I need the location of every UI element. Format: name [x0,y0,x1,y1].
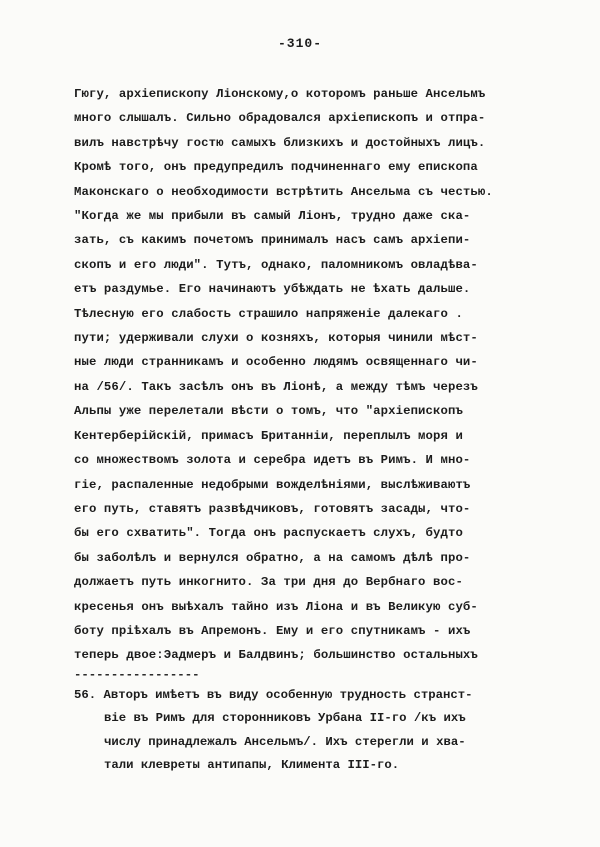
body-line: ные люди странникамъ и особенно людямъ освященнаго чи- [74,355,478,370]
body-line: Тѣлесную его слабость страшило напряженіе далекаго . [74,306,463,321]
body-line: боту пріѣхалъ въ Апремонъ. Ему и его спутникамъ - ихъ [74,623,471,638]
body-text [74,82,554,668]
body-line: кресенья онъ выѣхалъ тайно изъ Ліона и въ Великую суб- [74,599,478,614]
body-line: вилъ навстрѣчу гостю самыхъ близкихъ и достойныхъ лицъ. [74,135,486,150]
footnote-line: числу принадлежалъ Ансельмъ/. Ихъ стерегли и хва- [104,734,466,749]
body-line: скопъ и его люди". Тутъ, однако, паломникомъ овладѣва- [74,257,478,272]
footnote-line: тали клевреты антипапы, Климента III-го. [104,757,400,772]
body-line: теперь двое:Эадмеръ и Балдвинъ; большинство остальныхъ [74,648,478,663]
body-line: гіе, распаленные недобрыми вожделѣніями, выслѣживаютъ [74,477,471,492]
body-line: етъ раздумье. Его начинаютъ убѣждать не ѣхать дальше. [74,282,471,297]
body-line: со множествомъ золота и серебра идетъ въ Римъ. И мно- [74,453,471,468]
body-line: много слышалъ. Сильно обрадовался архіепископъ и отпра- [74,111,486,126]
body-line: Кентерберійскій, примасъ Британніи, переплылъ моря и [74,428,463,443]
body-line: Гюгу, архіепископу Ліонскому,о которомъ раньше Ансельмъ [74,87,486,101]
page-number: -310- [277,36,322,51]
body-line: бы заболѣлъ и вернулся обратно, а на самомъ дѣлѣ про- [74,550,471,565]
body-line: Альпы уже перелетали вѣсти о томъ, что "архіепископъ [74,404,463,419]
footnote [74,684,554,777]
body-line: пути; удерживали слухи о козняхъ, которыя чинили мѣст- [74,331,478,346]
footnote-line: 56. Авторъ имѣетъ въ виду особенную трудность странст- [74,688,473,702]
body-line: бы его схватить". Тогда онъ распускаетъ слухъ, будто [74,526,463,541]
body-line: Кромѣ того, онъ предупредилъ подчиненнаго ему епископа [74,160,478,175]
body-line: должаетъ путь инкогнито. За три дня до Вербнаго вос- [74,575,463,590]
body-line: на /56/. Такъ засѣлъ онъ въ Ліонѣ, а между тѣмъ черезъ [74,379,478,394]
body-line: его путь, ставятъ развѣдчиковъ, готовятъ засады, что- [74,501,471,516]
body-line: "Когда же мы прибыли въ самый Ліонъ, трудно даже ска- [74,209,471,224]
footnote-separator: ----------------- [74,668,200,682]
body-line: Маконскаго о необходимости встрѣтить Ансельма съ честью. [74,184,493,199]
footnote-line: віе въ Римъ для сторонниковъ Урбана II-го /къ ихъ [104,711,466,726]
body-line: зать, съ какимъ почетомъ принималъ насъ самъ архіепи- [74,233,471,248]
